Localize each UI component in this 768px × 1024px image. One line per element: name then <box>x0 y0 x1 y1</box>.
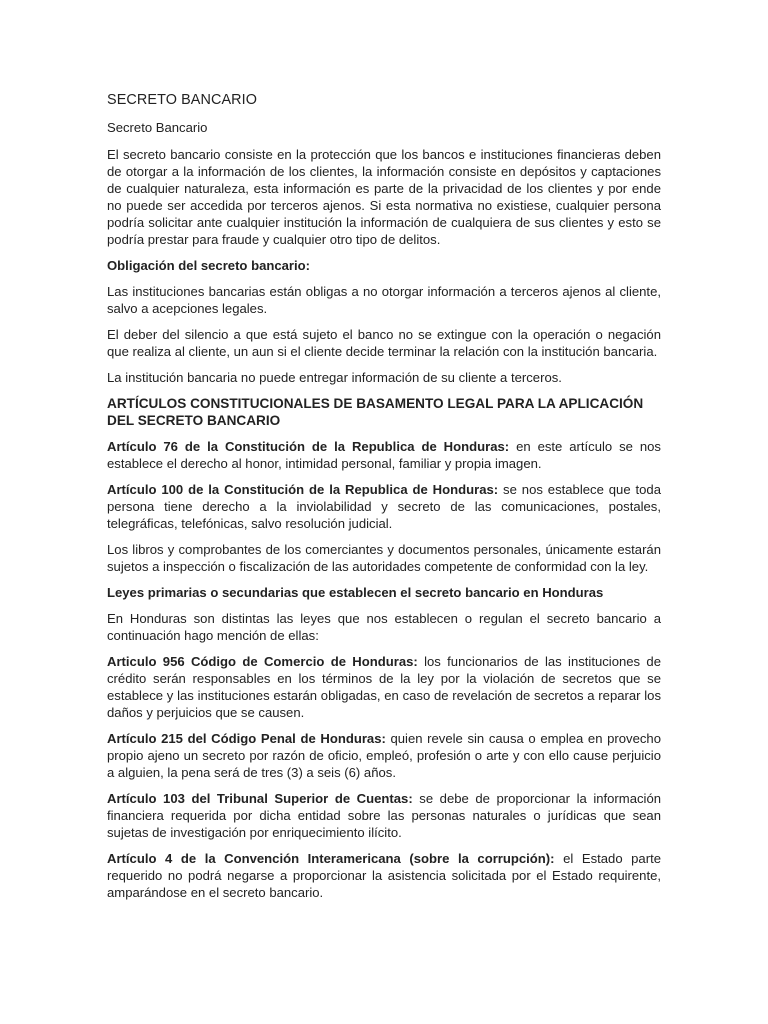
article-956-label: Articulo 956 Código de Comercio de Honduras: <box>107 654 418 669</box>
intro-paragraph: El secreto bancario consiste en la protección que los bancos e instituciones financieras deben de otorgar a la información de los clientes, la información consiste en depósitos y captaciones de cualquier naturaleza, esta información es parte de la privacidad de los clientes y por ende no puede ser accedida por terceros ajenos. Si esta normativa no existiese, cualquier persona podría solicitar ante cualquier institución la información de cualquiera de sus clientes y esto se podría prestar para fraude y cualquier otro tipo de delitos. <box>107 147 661 247</box>
books-paragraph: Los libros y comprobantes de los comerciantes y documentos personales, únicamente estarán sujetos a inspección o fiscalización de las autoridades competente de conformidad con la ley. <box>107 542 661 574</box>
obligation-paragraph-1: Las instituciones bancarias están obligas a no otorgar información a terceros ajenos al cliente, salvo a acepciones legales. <box>107 284 661 316</box>
document-page <box>107 92 661 910</box>
article-956-text: los funcionarios de las instituciones de crédito serán responsables en los términos de la ley por la violación de secretos que se establece y las instituciones estarán obligadas, en caso de revelación de secretos a reparar los daños y perjuicios que se causen. <box>107 654 661 720</box>
article-100-text: se nos establece que toda persona tiene derecho a la inviolabilidad y secreto de las comunicaciones, postales, telegráficas, telefónicas, salvo resolución judicial. <box>107 482 661 531</box>
laws-heading: Leyes primarias o secundarias que establecen el secreto bancario en Honduras <box>107 585 604 600</box>
obligation-paragraph-2: El deber del silencio a que está sujeto el banco no se extingue con la operación o negación que realiza al cliente, un aun si el cliente decide terminar la relación con la institución bancaria. <box>107 327 661 359</box>
laws-intro-paragraph: En Honduras son distintas las leyes que nos establecen o regulan el secreto bancario a continuación hago mención de ellas: <box>107 611 661 643</box>
article-956-paragraph <box>107 653 661 721</box>
article-100-label: Artículo 100 de la Constitución de la Republica de Honduras: <box>107 482 499 497</box>
article-100-paragraph <box>107 481 661 532</box>
article-215-label: Artículo 215 del Código Penal de Honduras: <box>107 731 386 746</box>
article-76-text: en este artículo se nos establece el derecho al honor, intimidad personal, familiar y propia imagen. <box>107 439 661 471</box>
article-76-label: Artículo 76 de la Constitución de la Republica de Honduras: <box>107 439 510 454</box>
article-103-label: Artículo 103 del Tribunal Superior de Cuentas: <box>107 791 413 806</box>
obligation-heading: Obligación del secreto bancario: <box>107 258 311 273</box>
article-215-text: quien revele sin causa o emplea en provecho propio ajeno un secreto por razón de oficio, empleó, profesión o arte y con ello cause perjuicio a alguien, la pena será de tres (3) a seis (6) años. <box>107 731 661 780</box>
document-subtitle: Secreto Bancario <box>107 120 208 135</box>
article-4-paragraph <box>107 850 661 901</box>
article-215-paragraph <box>107 730 661 781</box>
document-title: SECRETO BANCARIO <box>107 92 258 108</box>
article-4-label: Artículo 4 de la Convención Interamericana (sobre la corrupción): <box>107 851 555 866</box>
article-103-paragraph <box>107 790 661 841</box>
article-76-paragraph <box>107 438 661 472</box>
article-103-text: se debe de proporcionar la información financiera requerida por dicha entidad sobre las personas naturales o jurídicas que sean sujetas de investigación por enriquecimiento ilícito. <box>107 791 662 840</box>
article-4-text: el Estado parte requerido no podrá negarse a proporcionar la asistencia solicitada por el Estado requirente, amparándose en el secreto bancario. <box>107 851 661 900</box>
constitutional-heading: ARTÍCULOS CONSTITUCIONALES DE BASAMENTO LEGAL PARA LA APLICACIÓN DEL SECRETO BANCARIO <box>107 396 644 428</box>
obligation-paragraph-3: La institución bancaria no puede entregar información de su cliente a terceros. <box>107 370 562 385</box>
